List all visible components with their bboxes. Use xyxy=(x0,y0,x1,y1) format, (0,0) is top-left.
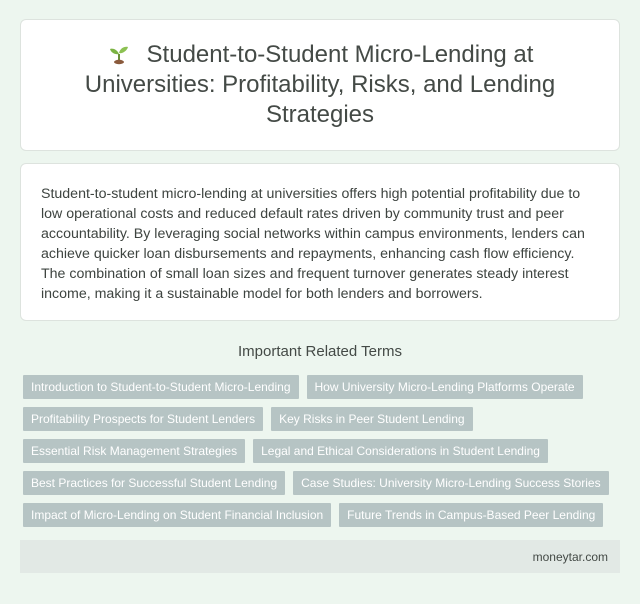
related-term-tag[interactable]: How University Micro-Lending Platforms Operate xyxy=(307,375,583,399)
sprout-icon xyxy=(107,41,131,65)
summary-text: Student-to-student micro-lending at universities offers high potential profitability due to low operational costs and reduced default rates driven by community trust and peer accountability. By leveraging social networks within campus environments, lenders can achieve quicker loan disbursements and repayments, enhancing cash flow efficiency. The combination of small loan sizes and frequent turnover generates steady interest income, making it a sustainable model for both lenders and borrowers. xyxy=(41,186,585,302)
related-terms-list xyxy=(20,375,620,535)
related-term-tag[interactable]: Impact of Micro-Lending on Student Financial Inclusion xyxy=(23,503,331,527)
page-title-text: Student-to-Student Micro-Lending at Universities: Profitability, Risks, and Lending Strategies xyxy=(84,41,556,128)
related-term-tag[interactable]: Profitability Prospects for Student Lenders xyxy=(23,407,263,431)
title-card xyxy=(20,19,620,151)
related-term-tag[interactable]: Future Trends in Campus-Based Peer Lending xyxy=(339,503,603,527)
related-term-tag[interactable]: Case Studies: University Micro-Lending Success Stories xyxy=(293,471,608,495)
summary-card xyxy=(20,163,620,321)
page-title xyxy=(61,40,579,130)
related-term-tag[interactable]: Best Practices for Successful Student Lending xyxy=(23,471,285,495)
related-term-tag[interactable]: Essential Risk Management Strategies xyxy=(23,439,245,463)
related-terms-heading: Important Related Terms xyxy=(238,343,402,360)
related-term-tag[interactable]: Legal and Ethical Considerations in Student Lending xyxy=(253,439,548,463)
related-term-tag[interactable]: Key Risks in Peer Student Lending xyxy=(271,407,472,431)
footer-site[interactable]: moneytar.com xyxy=(532,549,608,564)
related-term-tag[interactable]: Introduction to Student-to-Student Micro-Lending xyxy=(23,375,299,399)
footer xyxy=(20,540,620,573)
